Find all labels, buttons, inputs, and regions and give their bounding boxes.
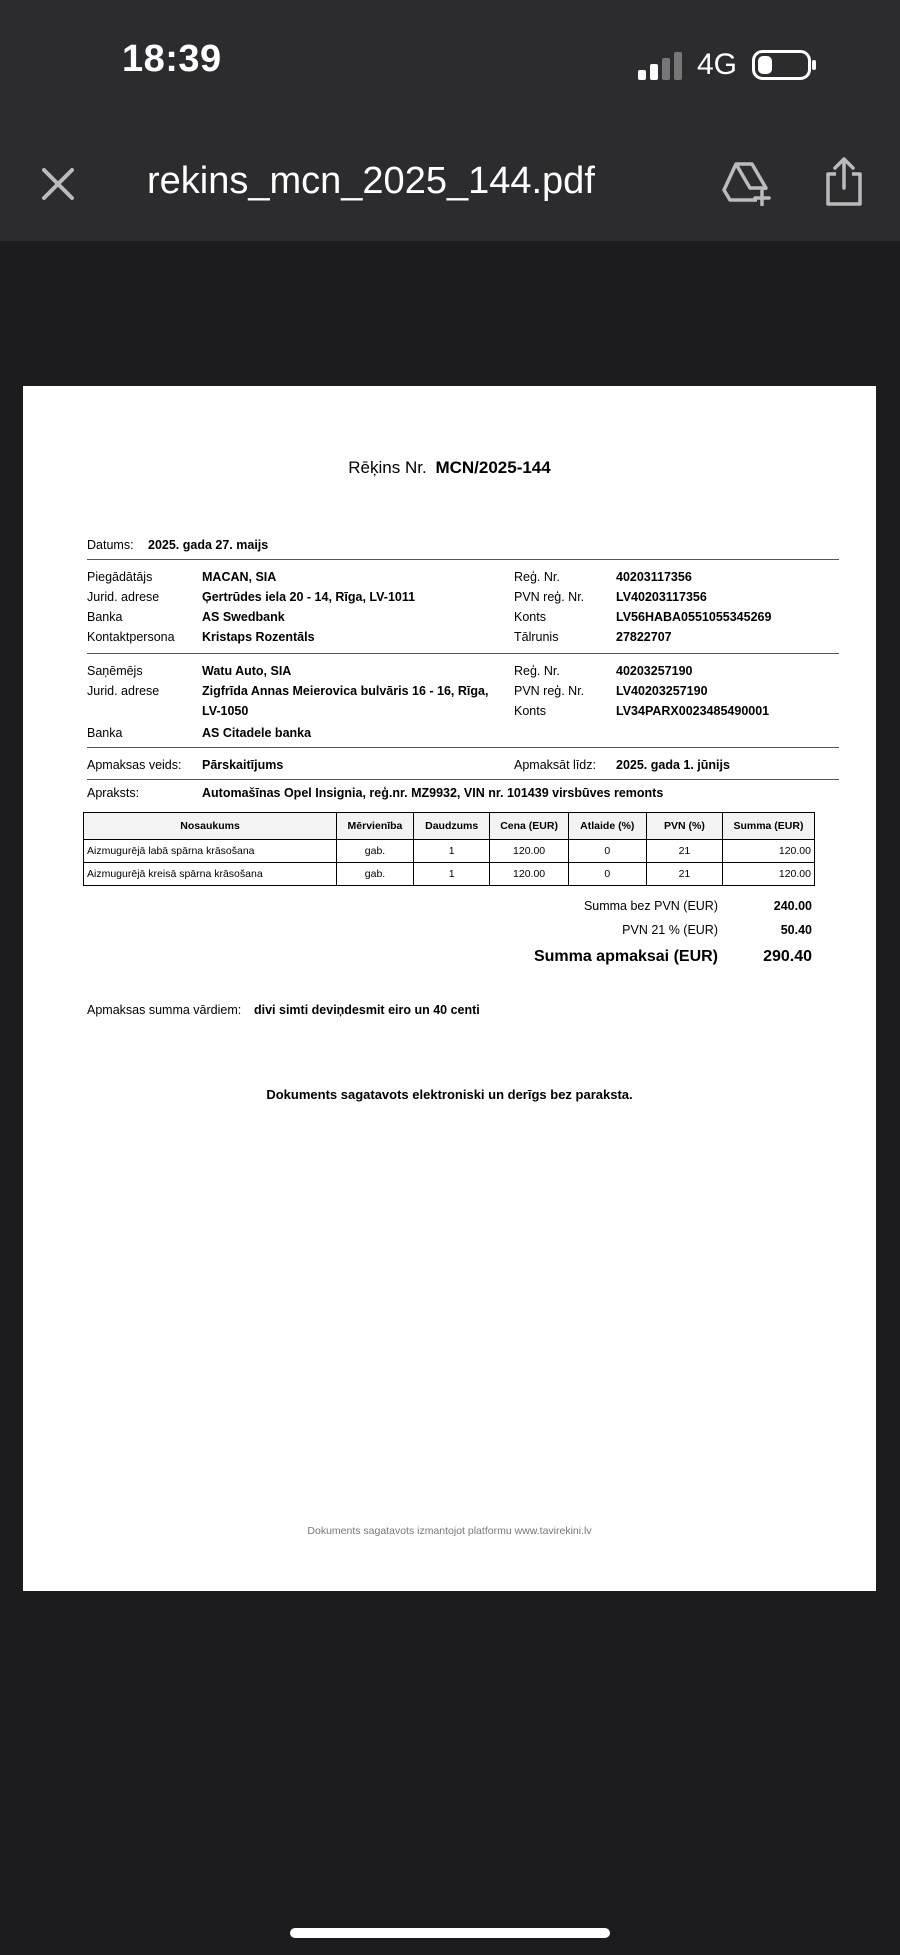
recipient-label: Saņēmējs xyxy=(87,664,143,678)
amount-in-words-label: Apmaksas summa vārdiem: xyxy=(87,1003,242,1017)
recipient-address: Zigfrīda Annas Meierovica bulvāris 16 - 16, Rīga, LV-1050 xyxy=(202,684,489,718)
supplier-bank-label: Banka xyxy=(87,610,123,624)
grand-total: 290.40 xyxy=(763,948,812,965)
date-value: 2025. gada 27. maijs xyxy=(148,538,269,552)
recipient-bank-label: Banka xyxy=(87,726,123,740)
payment-method-label: Apmaksas veids: xyxy=(87,758,182,772)
supplier-phone-label: Tālrunis xyxy=(514,630,559,644)
recipient-vat: LV40203257190 xyxy=(616,684,708,698)
add-to-drive-icon[interactable] xyxy=(722,160,772,206)
divider xyxy=(87,653,839,654)
col-sum: Summa (EUR) xyxy=(722,813,814,840)
recipient-reg-label: Reģ. Nr. xyxy=(514,664,560,678)
table-row xyxy=(84,863,815,886)
cell-vat: 21 xyxy=(646,863,722,886)
due-date-label: Apmaksāt līdz: xyxy=(514,758,596,772)
viewer-top-bar xyxy=(0,0,900,241)
cell-sum: 120.00 xyxy=(722,840,814,863)
pdf-page xyxy=(23,386,876,1591)
table-header-row xyxy=(84,813,815,840)
col-price: Cena (EUR) xyxy=(490,813,568,840)
cell-price: 120.00 xyxy=(490,840,568,863)
cell-qty: 1 xyxy=(413,840,490,863)
cell-discount: 0 xyxy=(568,840,646,863)
page-footer: Dokuments sagatavots izmantojot platformu www.tavirekini.lv xyxy=(307,1525,592,1537)
supplier-vat: LV40203117356 xyxy=(616,590,707,604)
recipient-account: LV34PARX0023485490001 xyxy=(616,704,770,718)
col-unit: Mērvienība xyxy=(337,813,414,840)
vat-total: 50.40 xyxy=(780,923,812,937)
cell-name: Aizmugurējā kreisā spārna krāsošana xyxy=(84,863,337,886)
share-icon[interactable] xyxy=(822,156,866,208)
table-row xyxy=(84,840,815,863)
supplier-reg-label: Reģ. Nr. xyxy=(514,570,560,584)
description-label: Apraksts: xyxy=(87,786,140,800)
recipient-name: Watu Auto, SIA xyxy=(202,664,292,678)
signal-strength-icon xyxy=(638,52,682,80)
network-type: 4G xyxy=(697,48,738,81)
validity-notice: Dokuments sagatavots elektroniski un derīgs bez paraksta. xyxy=(266,1087,633,1102)
supplier-name: MACAN, SIA xyxy=(202,570,277,584)
supplier-address: Ģertrūdes iela 20 - 14, Rīga, LV-1011 xyxy=(202,590,416,604)
supplier-bank: AS Swedbank xyxy=(202,610,285,624)
net-total-label: Summa bez PVN (EUR) xyxy=(583,899,718,913)
invoice-title-label: Rēķins Nr. xyxy=(348,458,427,477)
supplier-label: Piegādātājs xyxy=(87,570,153,584)
due-date: 2025. gada 1. jūnijs xyxy=(616,758,730,772)
col-vat: PVN (%) xyxy=(646,813,722,840)
divider xyxy=(87,559,839,560)
supplier-account-label: Konts xyxy=(514,610,546,624)
cell-unit: gab. xyxy=(337,840,414,863)
description: Automašīnas Opel Insignia, reģ.nr. MZ9932, VIN nr. 101439 virsbūves remonts xyxy=(202,786,664,800)
supplier-account: LV56HABA0551055345269 xyxy=(616,610,772,624)
divider xyxy=(87,779,839,780)
items-table xyxy=(83,812,815,886)
net-total: 240.00 xyxy=(773,899,812,913)
recipient-account-label: Konts xyxy=(514,704,546,718)
cell-price: 120.00 xyxy=(490,863,568,886)
battery-icon xyxy=(752,50,818,80)
col-discount: Atlaide (%) xyxy=(568,813,646,840)
cell-qty: 1 xyxy=(413,863,490,886)
recipient-reg: 40203257190 xyxy=(616,664,693,678)
date-label: Datums: xyxy=(87,538,134,552)
document-title: rekins_mcn_2025_144.pdf xyxy=(147,160,595,202)
cell-sum: 120.00 xyxy=(722,863,814,886)
cell-unit: gab. xyxy=(337,863,414,886)
vat-total-label: PVN 21 % (EUR) xyxy=(622,923,718,937)
status-time: 18:39 xyxy=(122,38,222,80)
supplier-contact: Kristaps Rozentāls xyxy=(202,630,315,644)
supplier-reg: 40203117356 xyxy=(616,570,692,584)
col-name: Nosaukums xyxy=(84,813,337,840)
supplier-vat-label: PVN reģ. Nr. xyxy=(514,590,585,604)
payment-method: Pārskaitījums xyxy=(202,758,284,772)
cell-name: Aizmugurējā labā spārna krāsošana xyxy=(84,840,337,863)
grand-total-label: Summa apmaksai (EUR) xyxy=(533,948,718,965)
recipient-address-label: Jurid. adrese xyxy=(87,684,160,698)
supplier-phone: 27822707 xyxy=(616,630,672,644)
cell-discount: 0 xyxy=(568,863,646,886)
invoice-title xyxy=(23,458,876,478)
supplier-contact-label: Kontaktpersona xyxy=(87,630,175,644)
home-indicator[interactable] xyxy=(290,1928,610,1938)
invoice-number: MCN/2025-144 xyxy=(435,458,551,477)
close-icon[interactable] xyxy=(38,164,78,204)
divider xyxy=(87,747,839,748)
col-qty: Daudzums xyxy=(413,813,490,840)
cell-vat: 21 xyxy=(646,840,722,863)
recipient-bank: AS Citadele banka xyxy=(202,726,312,740)
supplier-address-label: Jurid. adrese xyxy=(87,590,160,604)
recipient-vat-label: PVN reģ. Nr. xyxy=(514,684,585,698)
amount-in-words: divi simti deviņdesmit eiro un 40 centi xyxy=(254,1003,480,1017)
